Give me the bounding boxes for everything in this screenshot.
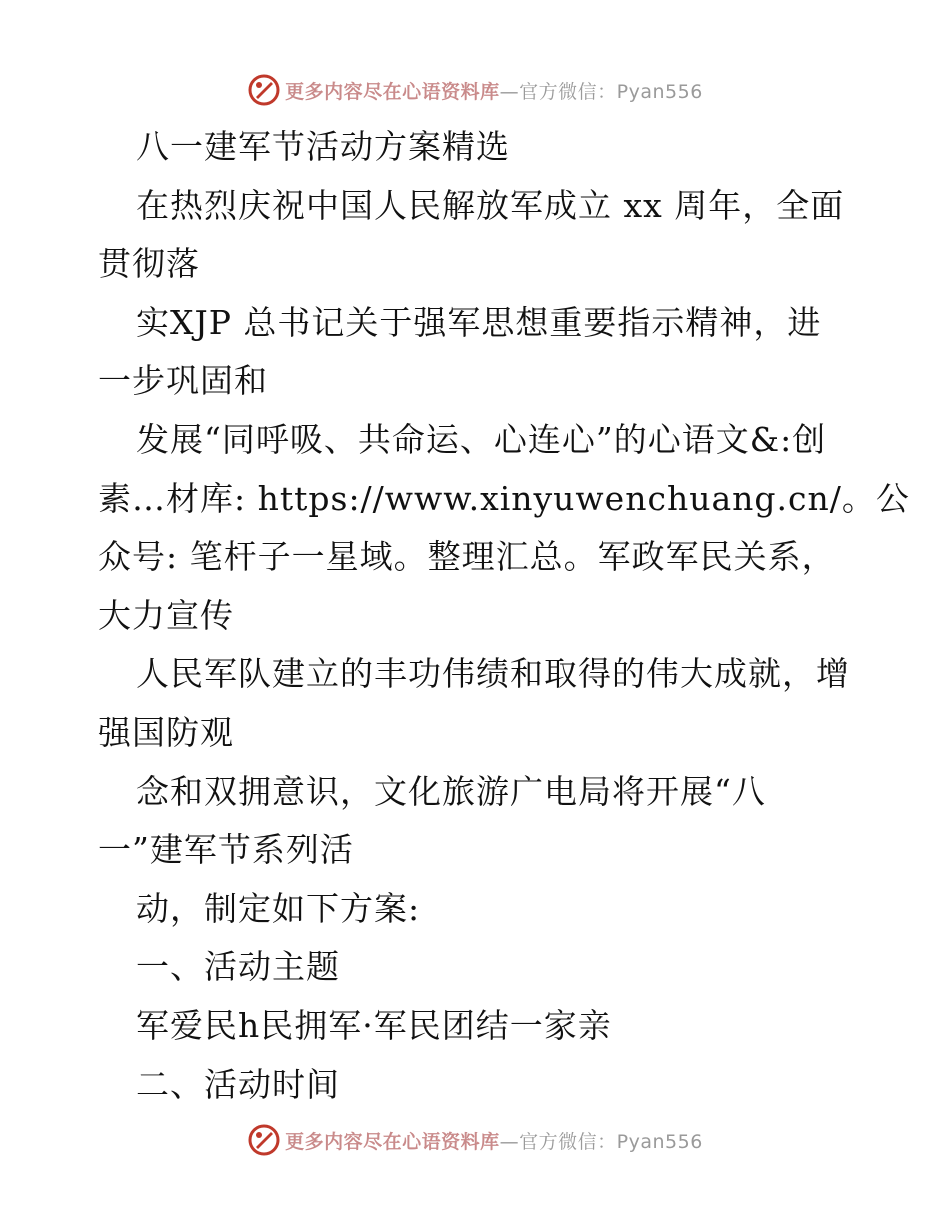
banner-main-text: 更多内容尽在心语资料库 — [285, 1130, 500, 1153]
banner-separator: — — [499, 80, 520, 103]
brand-logo-icon — [247, 73, 281, 107]
paragraph-line: 素…材库: https://www.xinyuwenchuang.cn/。公 — [98, 478, 910, 518]
paragraph-line: 发展“同呼吸、共命运、心连心”的心语文&:创 — [136, 419, 827, 459]
paragraph-line: 在热烈庆祝中国人民解放军成立 xx 周年，全面 — [136, 185, 845, 225]
document-body — [98, 118, 910, 1114]
paragraph-line: 强国防观 — [98, 712, 234, 752]
paragraph-line: 人民军队建立的丰功伟绩和取得的伟大成就，增 — [136, 654, 850, 694]
section-heading: 二、活动时间 — [136, 1064, 340, 1104]
paragraph-line: 众号: 笔杆子一星域。整理汇总。军政军民关系， — [98, 537, 836, 577]
document-title: 八一建军节活动方案精选 — [136, 127, 510, 166]
paragraph-line: 一”建军节系列活 — [98, 830, 354, 870]
banner-wechat-label: 官方微信：Pyan556 — [519, 1130, 703, 1153]
banner-main-text: 更多内容尽在心语资料库 — [285, 80, 500, 103]
brand-logo-icon — [247, 1123, 281, 1157]
header-banner — [0, 70, 950, 110]
paragraph-line: 大力宣传 — [98, 595, 234, 635]
footer-banner — [0, 1120, 950, 1160]
section-heading: 一、活动主题 — [136, 947, 340, 987]
banner-separator: — — [499, 1130, 520, 1153]
paragraph-line: 一步巩固和 — [98, 361, 268, 401]
paragraph-line: 军爱民h民拥军·军民团结一家亲 — [136, 1005, 612, 1045]
banner-wechat-label: 官方微信：Pyan556 — [519, 80, 703, 103]
paragraph-line: 实XJP 总书记关于强军思想重要指示精神，进 — [136, 302, 822, 342]
paragraph-line: 动，制定如下方案: — [136, 888, 421, 928]
paragraph-line: 念和双拥意识，文化旅游广电局将开展“八 — [136, 771, 766, 811]
paragraph-line: 贯彻落 — [98, 244, 200, 284]
